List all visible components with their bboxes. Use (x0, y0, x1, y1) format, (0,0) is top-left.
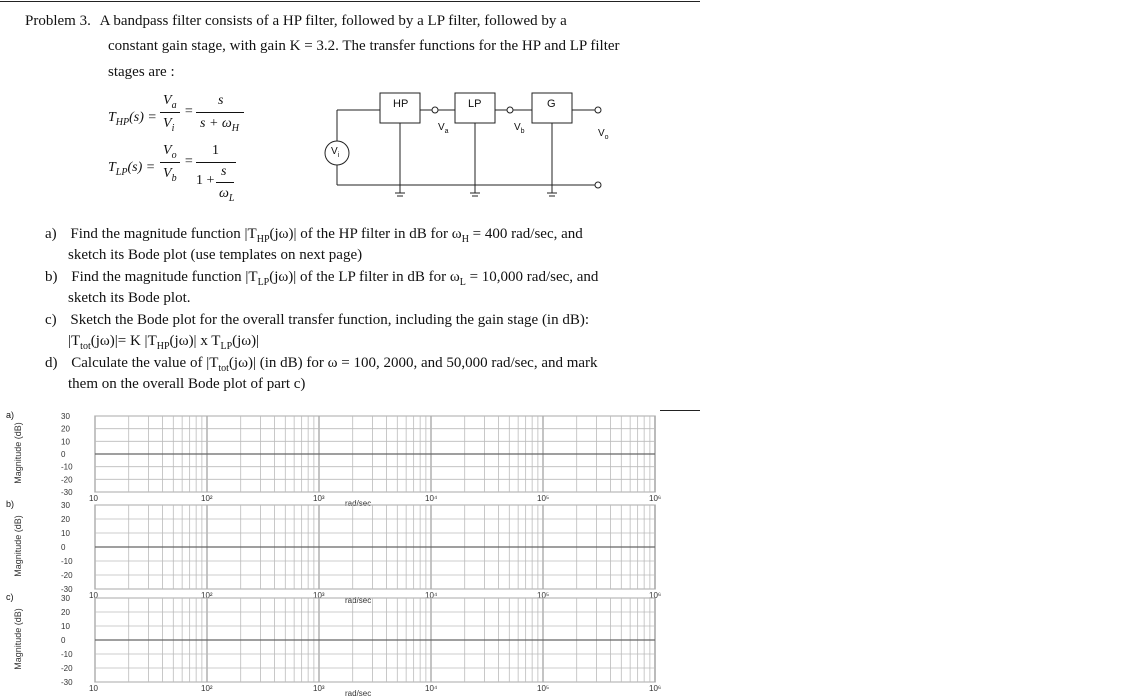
lp-fraction-bar2 (196, 162, 236, 163)
x-axis-label: rad/sec (345, 499, 372, 508)
lp-den2: 1 + (196, 173, 215, 188)
y-tick-label: -10 (61, 650, 73, 659)
y-tick-label: -30 (61, 678, 73, 687)
lp-inner-den: ω (219, 186, 229, 201)
x-tick-label: 10⁴ (425, 591, 438, 600)
x-tick-label: 10⁴ (425, 684, 438, 693)
lp-arg: (s) = (127, 160, 156, 175)
question-b-line2: sketch its Bode plot. (68, 290, 191, 306)
ground-terminal (595, 182, 601, 188)
x-axis-label: rad/sec (345, 596, 372, 605)
question-a-line2: sketch its Bode plot (use templates on next page) (68, 247, 363, 263)
y-tick-label: -10 (61, 557, 73, 566)
x-tick-label: 10⁵ (537, 494, 550, 503)
y-tick-label: 20 (61, 608, 70, 617)
x-tick-label: 10³ (313, 591, 325, 600)
lp-inner-num: s (221, 164, 227, 179)
x-axis-label: rad/sec (345, 689, 372, 698)
x-tick-label: 10 (89, 591, 98, 600)
x-tick-label: 10⁵ (537, 591, 550, 600)
lp-equation: $T_{LP}(s)$ = $V_o$ $V_b$ = 1 1 + s $\omega_L$ (108, 143, 235, 204)
hp-den2: s + ω (200, 116, 232, 131)
x-tick-label: 10⁵ (537, 684, 550, 693)
x-tick-label: 10 (89, 684, 98, 693)
x-tick-label: 10⁴ (425, 494, 438, 503)
vo-label: $V_o$ (598, 128, 609, 141)
y-tick-label: 10 (61, 622, 70, 631)
lp-box-label: LP (468, 98, 482, 110)
y-tick-label: 10 (61, 437, 70, 447)
question-c: c) Sketch the Bode plot for the overall transfer function, including the gain stage (in dB): (45, 312, 590, 328)
problem-intro-text: A bandpass filter consists of a HP filter, followed by a LP filter, followed by a (99, 13, 567, 29)
lp-num1-sub: o (171, 149, 177, 161)
hp-num1: V (163, 93, 172, 108)
y-tick-label: -20 (61, 571, 73, 580)
bode-plot-c (0, 592, 700, 698)
question-c-line2: $|T_{tot}(j\omega)|= K$ $|T_{HP}(j\omega)|$ x $T_{LP}(j\omega)|$ (68, 333, 260, 352)
x-tick-label: 10² (201, 494, 213, 503)
y-tick-label: -10 (61, 462, 73, 472)
g-box-label: G (547, 98, 556, 110)
hp-den2-sub: H (231, 122, 240, 134)
y-tick-label: 20 (61, 424, 70, 434)
hp-den1-sub: i (171, 122, 175, 134)
bode-grid (0, 592, 700, 698)
hp-fraction-bar1 (160, 112, 180, 113)
hp-equation: $T_{HP}(s)$ = $V_a$ $V_i$ = s $s + \omega_H$ (108, 90, 248, 150)
x-tick-label: 10³ (313, 684, 325, 693)
lp-lhs: T (108, 160, 116, 175)
lp-den1-sub: b (171, 172, 177, 184)
va-label: $V_a$ (438, 122, 449, 135)
problem-title: Problem 3. (25, 13, 91, 29)
question-d-line2: them on the overall Bode plot of part c) (68, 376, 306, 392)
x-tick-label: 10 (89, 494, 98, 503)
y-tick-label: 20 (61, 515, 70, 524)
y-tick-label: -30 (61, 488, 73, 497)
y-axis-label: Magnitude (dB) (13, 515, 23, 577)
vb-label: $V_b$ (514, 122, 525, 135)
vi-label: $V_i$ (331, 146, 340, 159)
x-tick-label: 10⁶ (649, 494, 662, 503)
hp-box-label: HP (393, 98, 409, 110)
question-a: a) Find the magnitude function $|T_{HP}(j\omega)|$ of the HP filter in dB for $\omega_H = 400$ rad/sec, and (45, 226, 583, 245)
problem-intro-line3: stages are : (108, 64, 175, 80)
hp-arg: (s) = (129, 110, 157, 125)
lp-inner-den-sub: L (228, 192, 235, 204)
hp-lhs-sub: HP (115, 116, 130, 128)
y-axis-label: Magnitude (dB) (13, 608, 23, 670)
plot-label: a) (6, 410, 15, 420)
hp-den1: V (163, 116, 172, 131)
y-tick-label: 0 (61, 543, 66, 552)
y-tick-label: 0 (61, 636, 66, 645)
top-rule (0, 1, 700, 2)
y-tick-label: 10 (61, 529, 70, 538)
bode-grid (0, 499, 700, 605)
x-tick-label: 10² (201, 684, 213, 693)
hp-num2: s (218, 93, 224, 108)
y-tick-label: 0 (61, 450, 66, 459)
x-tick-label: 10³ (313, 494, 325, 503)
plot-label: c) (6, 592, 14, 602)
y-tick-label: -30 (61, 585, 73, 594)
y-axis-label: Magnitude (dB) (13, 422, 23, 484)
y-tick-label: 30 (61, 501, 70, 510)
y-tick-label: -20 (61, 475, 73, 485)
y-tick-label: 30 (61, 594, 70, 603)
hp-num1-sub: a (171, 99, 177, 111)
bode-plot-a (0, 410, 700, 508)
hp-lhs: T (108, 110, 116, 125)
plot-label: b) (6, 499, 15, 509)
question-d: d) Calculate the value of $|T_{tot}(j\omega)|$ (in dB) for ω = 100, 2000, and 50,000 rad/sec, and mark (45, 355, 598, 374)
lp-num2: 1 (212, 143, 219, 158)
lp-fraction-bar1 (160, 162, 180, 163)
y-tick-label: -20 (61, 664, 73, 673)
bode-plot-b (0, 499, 700, 605)
lp-den1: V (163, 166, 172, 181)
bode-grid (0, 410, 700, 508)
x-tick-label: 10⁶ (649, 684, 662, 693)
lp-lhs-sub: LP (115, 166, 128, 178)
lp-num1: V (163, 143, 172, 158)
output-terminal (595, 107, 601, 113)
question-b: b) Find the magnitude function $|T_{LP}(j\omega)|$ of the LP filter in dB for $\omega_L = 10,000$ rad/sec, and (45, 269, 599, 288)
problem-intro-line1 (25, 12, 567, 31)
x-tick-label: 10² (201, 591, 213, 600)
x-tick-label: 10⁶ (649, 591, 662, 600)
y-tick-label: 30 (61, 412, 70, 421)
lp-inner-bar (216, 182, 234, 183)
hp-fraction-bar2 (196, 112, 244, 113)
problem-intro-line2: constant gain stage, with gain K = 3.2. The transfer functions for the HP and LP filter (108, 38, 620, 54)
